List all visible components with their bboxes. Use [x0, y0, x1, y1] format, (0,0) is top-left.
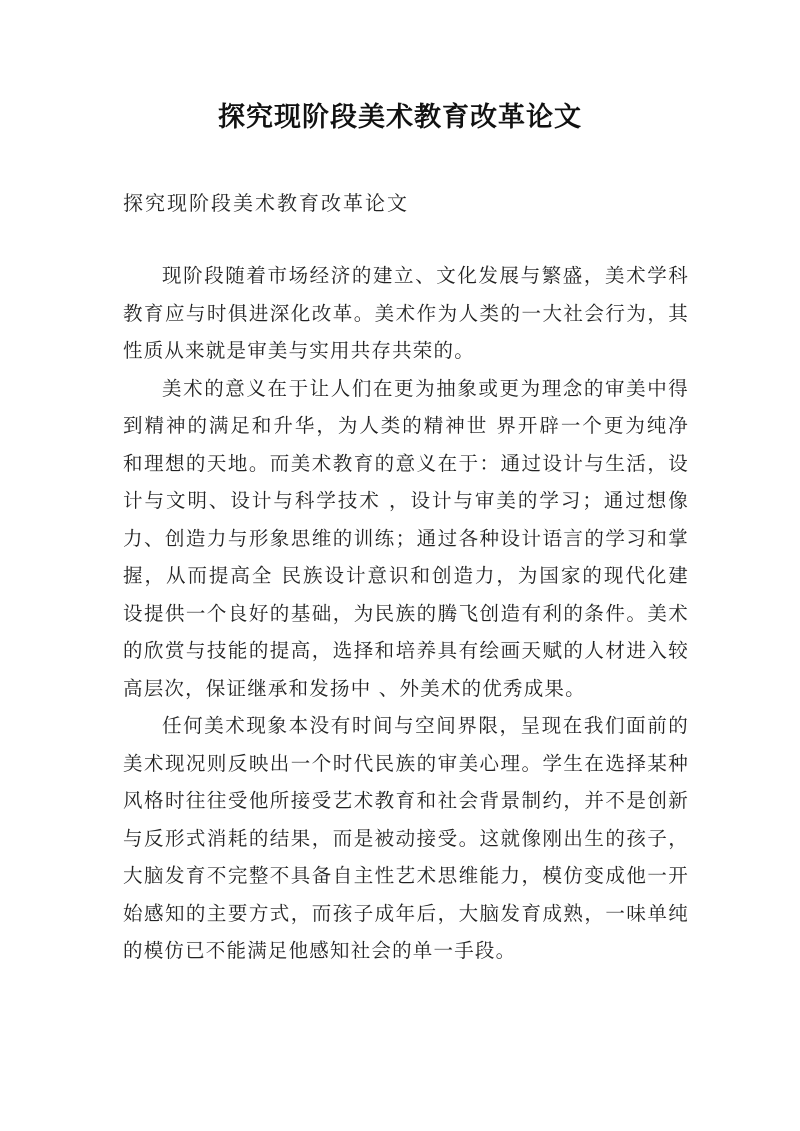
- body-paragraph: 美术的意义在于让人们在更为抽象或更为理念的审美中得到精神的满足和升华，为人类的精神世 界开辟一个更为纯净和理想的天地。而美术教育的意义在于：通过设计与生活，设计与文明、设计与科学技术 ，设计与审美的学习；通过想像力、创造力与形象思维的训练；通过各种设计语言的学习和掌握，从而提高全 民族设计意识和创造力，为国家的现代化建设提供一个良好的基础，为民族的腾飞创造有利的条件。美术的欣赏与技能的提高，选择和培养具有绘画天赋的人材进入较高层次，保证继承和发扬中 、外美术的优秀成果。: [123, 376, 689, 700]
- body-paragraph: 任何美术现象本没有时间与空间界限，呈现在我们面前的美术现况则反映出一个时代民族的审美心理。学生在选择某种风格时往往受他所接受艺术教育和社会背景制约，并不是创新与反形式消耗的结果，而是被动接受。这就像刚出生的孩子，大脑发育不完整不具备自主性艺术思维能力，模仿变成他一开始感知的主要方式，而孩子成年后，大脑发育成熟，一味单纯的模仿已不能满足他感知社会的单一手段。: [123, 714, 689, 962]
- document-subtitle: 探究现阶段美术教育改革论文: [123, 191, 409, 215]
- body-paragraph: 现阶段随着市场经济的建立、文化发展与繁盛，美术学科教育应与时俱进深化改革。美术作为人类的一大社会行为，其性质从来就是审美与实用共存共荣的。: [123, 264, 689, 362]
- document-body: [123, 257, 689, 970]
- document-title: 探究现阶段美术教育改革论文: [218, 102, 582, 133]
